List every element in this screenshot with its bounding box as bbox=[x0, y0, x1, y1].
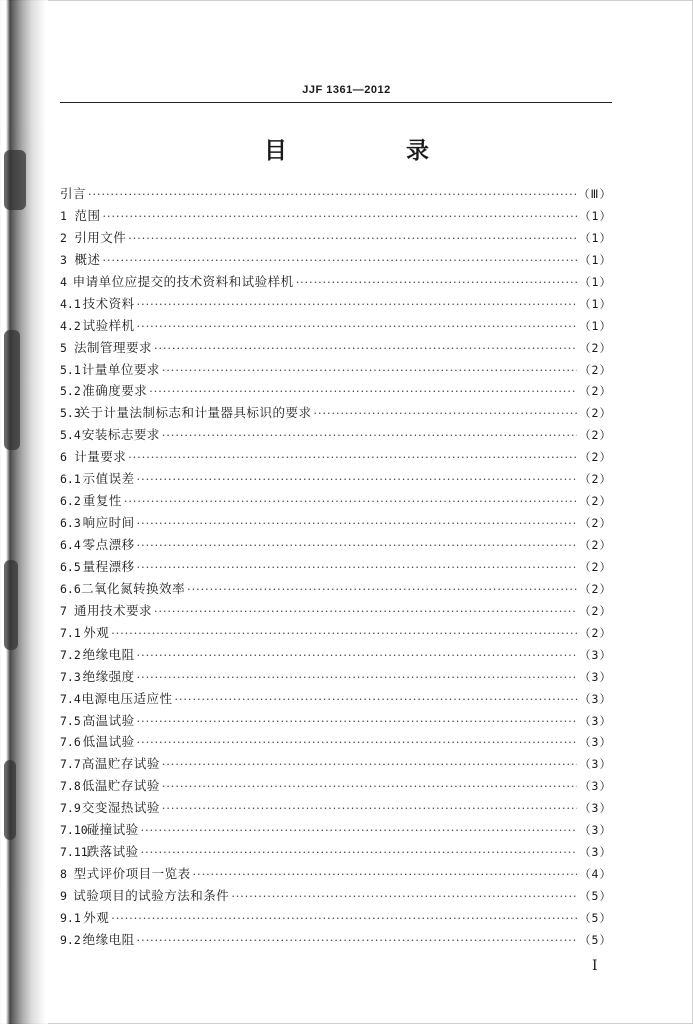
toc-section-number: 5 bbox=[60, 340, 67, 355]
toc-section-number: 9 bbox=[60, 889, 67, 903]
toc-page-number: （3） bbox=[579, 735, 612, 750]
toc-section-number: 5.1 bbox=[60, 362, 81, 377]
toc-page-number: （2） bbox=[579, 494, 612, 509]
toc-row[interactable] bbox=[60, 402, 612, 424]
toc-page-number: （1） bbox=[579, 230, 612, 245]
toc-row[interactable] bbox=[60, 293, 612, 315]
toc-section-title: 重复性 bbox=[82, 493, 122, 509]
toc-dot-leader bbox=[149, 381, 577, 403]
toc-row[interactable] bbox=[60, 644, 612, 666]
toc-section-number: 7 bbox=[60, 603, 67, 618]
toc-section-number: 9.1 bbox=[60, 910, 81, 925]
toc-row[interactable] bbox=[60, 424, 612, 446]
toc-section-title: 高温贮存试验 bbox=[81, 756, 160, 772]
toc-page-number: （2） bbox=[579, 559, 612, 574]
toc-section-title: 绝缘电阻 bbox=[82, 931, 135, 947]
toc-dot-leader bbox=[314, 403, 578, 425]
toc-dot-leader bbox=[137, 711, 577, 733]
toc-dot-leader bbox=[154, 601, 577, 623]
header-rule bbox=[60, 102, 612, 103]
toc-section-title: 计量单位要求 bbox=[81, 361, 160, 377]
toc-row[interactable] bbox=[60, 731, 612, 753]
toc-section-title: 电源电压适应性 bbox=[81, 690, 173, 706]
toc-section-number: 5.3 bbox=[60, 406, 81, 421]
toc-page-number: （3） bbox=[579, 845, 612, 860]
toc-row[interactable] bbox=[60, 512, 612, 534]
toc-section-number: 7.10 bbox=[60, 823, 88, 838]
scan-blot bbox=[4, 560, 18, 650]
toc-section-number: 9.2 bbox=[60, 932, 81, 947]
toc-dot-leader bbox=[231, 886, 577, 908]
toc-page-number: （5） bbox=[579, 889, 612, 903]
toc-row[interactable] bbox=[60, 205, 612, 227]
toc-row[interactable] bbox=[60, 688, 612, 710]
toc-row[interactable] bbox=[60, 775, 612, 797]
toc-section-number: 8 bbox=[60, 867, 67, 882]
toc-section-number: 6.3 bbox=[60, 516, 81, 531]
toc-page-number: （3） bbox=[579, 779, 612, 794]
toc-page-number: （3） bbox=[579, 647, 612, 662]
toc-section-title: 跌落试验 bbox=[86, 844, 139, 860]
toc-row[interactable] bbox=[60, 600, 612, 622]
toc-section-number: 7.9 bbox=[60, 801, 81, 816]
toc-row[interactable] bbox=[60, 534, 612, 556]
toc-page-number: （3） bbox=[579, 801, 612, 816]
toc-section-title: 通用技术要求 bbox=[74, 602, 153, 618]
toc-dot-leader bbox=[193, 864, 577, 886]
toc-section-title: 绝缘电阻 bbox=[82, 646, 135, 662]
toc-dot-leader bbox=[162, 360, 577, 382]
toc-page-number: （Ⅲ） bbox=[578, 187, 612, 201]
toc-page-number: （1） bbox=[579, 296, 612, 311]
toc-dot-leader bbox=[187, 579, 577, 601]
toc-section-number: 7.4 bbox=[60, 691, 81, 706]
toc-dot-leader bbox=[141, 820, 577, 842]
toc-row[interactable] bbox=[60, 446, 612, 468]
toc-dot-leader bbox=[137, 930, 577, 952]
toc-section-title: 零点漂移 bbox=[82, 537, 135, 552]
table-of-contents bbox=[60, 183, 612, 951]
toc-row[interactable] bbox=[60, 380, 612, 402]
toc-section-number: 4 bbox=[60, 274, 67, 289]
toc-dot-leader bbox=[137, 316, 577, 338]
toc-page-number: （2） bbox=[579, 384, 612, 399]
toc-section-number: 7.2 bbox=[60, 647, 81, 662]
toc-dot-leader bbox=[137, 667, 577, 689]
toc-dot-leader bbox=[103, 250, 578, 272]
scan-blot bbox=[4, 760, 16, 840]
toc-dot-leader bbox=[137, 732, 577, 754]
toc-section-title: 低温试验 bbox=[82, 734, 135, 750]
toc-dot-leader bbox=[124, 491, 577, 513]
toc-page-number: （1） bbox=[579, 208, 612, 223]
toc-page-number: （2） bbox=[579, 538, 612, 552]
toc-section-number: 7.11 bbox=[60, 845, 88, 860]
toc-row[interactable] bbox=[60, 863, 612, 885]
toc-section-number: 5.2 bbox=[60, 384, 81, 399]
toc-section-number: 6.5 bbox=[60, 559, 81, 574]
toc-page-number: （1） bbox=[579, 252, 612, 267]
toc-section-title: 范围 bbox=[74, 207, 101, 223]
toc-page-number: （3） bbox=[579, 669, 612, 684]
toc-page-number: （3） bbox=[579, 823, 612, 838]
toc-page-number: （2） bbox=[579, 472, 612, 487]
toc-dot-leader bbox=[137, 294, 577, 316]
toc-section-title: 响应时间 bbox=[82, 515, 135, 531]
toc-section-title: 高温试验 bbox=[82, 712, 135, 728]
toc-section-title: 碰撞试验 bbox=[86, 822, 139, 838]
toc-page-number: （4） bbox=[579, 867, 612, 882]
toc-section-title: 量程漂移 bbox=[82, 558, 135, 574]
toc-section-title: 型式评价项目一览表 bbox=[73, 866, 191, 882]
toc-section-title: 低温贮存试验 bbox=[81, 778, 160, 794]
toc-section-title: 申请单位应提交的技术资料和试验样机 bbox=[72, 273, 294, 289]
toc-row[interactable] bbox=[60, 337, 612, 359]
toc-row[interactable] bbox=[60, 249, 612, 271]
toc-page-number: （2） bbox=[579, 340, 612, 355]
toc-row[interactable] bbox=[60, 227, 612, 249]
footer-page-number: I bbox=[592, 958, 598, 974]
toc-dot-leader bbox=[162, 776, 577, 798]
toc-row[interactable] bbox=[60, 183, 612, 205]
toc-dot-leader bbox=[296, 272, 577, 294]
toc-dot-leader bbox=[103, 206, 578, 228]
toc-row[interactable] bbox=[60, 710, 612, 732]
toc-section-title: 技术资料 bbox=[82, 295, 135, 311]
toc-dot-leader bbox=[141, 842, 577, 864]
toc-section-title: 外观 bbox=[83, 909, 110, 925]
toc-section-title: 引用文件 bbox=[74, 229, 127, 245]
toc-section-number: 4.2 bbox=[60, 318, 81, 333]
toc-section-number: 7.8 bbox=[60, 779, 81, 794]
toc-dot-leader bbox=[111, 908, 577, 930]
toc-row[interactable] bbox=[60, 819, 612, 841]
toc-dot-leader bbox=[137, 535, 577, 557]
toc-section-title: 计量要求 bbox=[74, 449, 127, 465]
toc-section-number: 6 bbox=[60, 450, 67, 465]
toc-page-number: （5） bbox=[579, 932, 612, 947]
toc-section-number: 6.4 bbox=[60, 538, 81, 552]
toc-section-title: 试验项目的试验方法和条件 bbox=[73, 888, 230, 903]
toc-dot-leader bbox=[162, 754, 577, 776]
toc-section-number: 3 bbox=[60, 252, 67, 267]
toc-page-number: （2） bbox=[579, 428, 612, 443]
toc-section-number: 7.5 bbox=[60, 713, 81, 728]
toc-page-number: （5） bbox=[579, 910, 612, 925]
toc-row[interactable] bbox=[60, 578, 612, 600]
toc-dot-leader bbox=[128, 447, 577, 469]
toc-page-number: （2） bbox=[579, 603, 612, 618]
toc-section-title: 试验样机 bbox=[82, 317, 135, 333]
toc-dot-leader bbox=[137, 469, 577, 491]
toc-page-number: （2） bbox=[579, 625, 612, 640]
standard-code: JJF 1361—2012 bbox=[302, 84, 391, 96]
toc-dot-leader bbox=[137, 557, 577, 579]
toc-section-number: 4.1 bbox=[60, 296, 81, 311]
toc-section-title: 二氧化氮转换效率 bbox=[81, 580, 186, 596]
toc-page-number: （2） bbox=[579, 450, 612, 465]
toc-section-number: 7.7 bbox=[60, 757, 81, 772]
toc-row[interactable] bbox=[60, 753, 612, 775]
toc-section-number: 7.6 bbox=[60, 735, 81, 750]
toc-section-number: 6.2 bbox=[60, 494, 81, 509]
toc-section-title: 绝缘强度 bbox=[82, 668, 135, 684]
toc-page-number: （3） bbox=[579, 713, 612, 728]
toc-section-title: 交变湿热试验 bbox=[81, 800, 160, 816]
toc-page-number: （1） bbox=[579, 274, 612, 289]
toc-page-number: （2） bbox=[579, 516, 612, 531]
toc-section-title: 准确度要求 bbox=[82, 383, 148, 399]
toc-row[interactable] bbox=[60, 907, 612, 929]
toc-section-number: 2 bbox=[60, 230, 67, 245]
toc-row[interactable] bbox=[60, 841, 612, 863]
toc-row[interactable] bbox=[60, 468, 612, 490]
toc-dot-leader bbox=[111, 623, 577, 645]
toc-section-number: 7.3 bbox=[60, 669, 81, 684]
toc-row[interactable] bbox=[60, 885, 612, 907]
toc-row[interactable] bbox=[60, 359, 612, 381]
toc-row[interactable] bbox=[60, 622, 612, 644]
page-title: 目 录 bbox=[264, 137, 477, 164]
toc-section-number: 5.4 bbox=[60, 428, 81, 443]
toc-row[interactable] bbox=[60, 666, 612, 688]
toc-section-title: 关于计量法制标志和计量器具标识的要求 bbox=[77, 405, 312, 421]
toc-dot-leader bbox=[175, 689, 578, 711]
scan-blot bbox=[4, 330, 20, 450]
toc-section-title: 引言 bbox=[60, 186, 87, 201]
toc-dot-leader bbox=[88, 184, 576, 206]
toc-page-number: （3） bbox=[579, 757, 612, 772]
toc-dot-leader bbox=[162, 425, 577, 447]
toc-section-title: 安装标志要求 bbox=[81, 427, 160, 443]
toc-section-number: 6.1 bbox=[60, 472, 81, 487]
toc-section-title: 外观 bbox=[83, 624, 110, 640]
toc-row[interactable] bbox=[60, 929, 612, 951]
toc-section-title: 概述 bbox=[74, 251, 101, 267]
toc-page-number: （1） bbox=[579, 318, 612, 333]
toc-section-title: 示值误差 bbox=[82, 471, 135, 487]
toc-row[interactable] bbox=[60, 490, 612, 512]
toc-page-number: （2） bbox=[579, 581, 612, 596]
toc-page-number: （2） bbox=[579, 362, 612, 377]
toc-row[interactable] bbox=[60, 315, 612, 337]
toc-dot-leader bbox=[154, 338, 577, 360]
toc-section-number: 6.6 bbox=[60, 581, 81, 596]
toc-section-number: 7.1 bbox=[60, 625, 81, 640]
toc-page-number: （3） bbox=[579, 691, 612, 706]
toc-dot-leader bbox=[162, 798, 577, 820]
toc-row[interactable] bbox=[60, 797, 612, 819]
toc-dot-leader bbox=[137, 513, 577, 535]
toc-row[interactable] bbox=[60, 556, 612, 578]
toc-row[interactable] bbox=[60, 271, 612, 293]
toc-section-title: 法制管理要求 bbox=[74, 339, 153, 355]
toc-dot-leader bbox=[137, 645, 577, 667]
toc-section-number: 1 bbox=[60, 208, 67, 223]
toc-dot-leader bbox=[128, 228, 577, 250]
toc-page-number: （2） bbox=[579, 406, 612, 421]
